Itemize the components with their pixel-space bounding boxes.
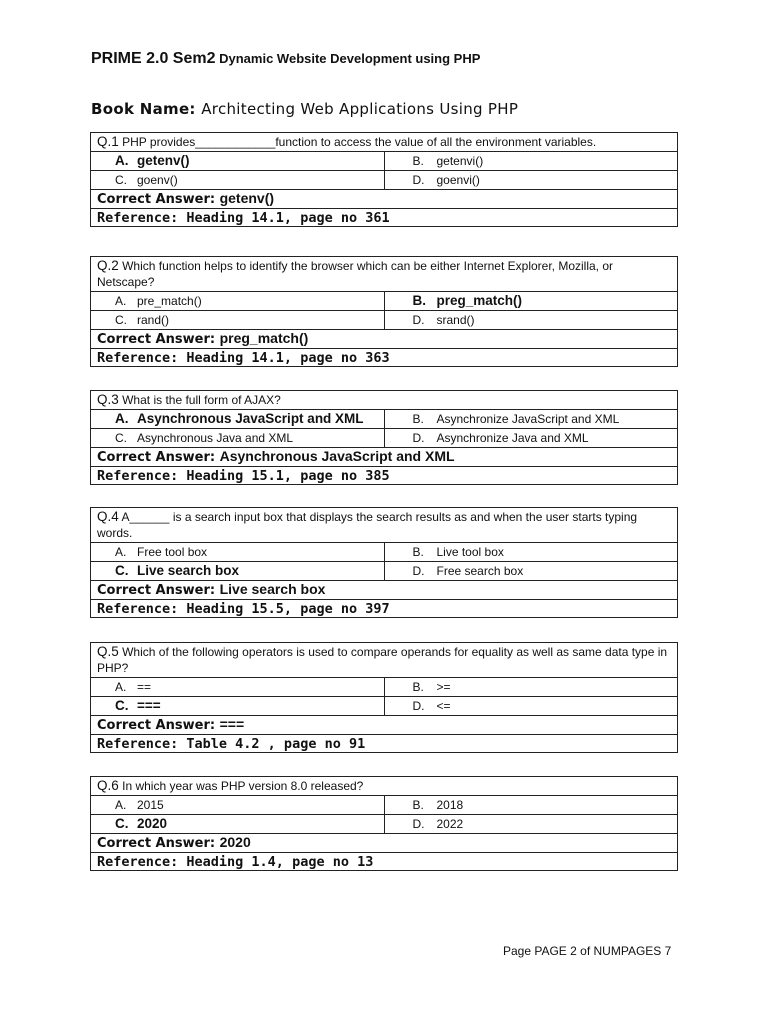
option-row	[91, 796, 678, 815]
option-letter: D.	[412, 564, 425, 578]
option-row	[91, 815, 678, 834]
option-letter: C.	[115, 698, 129, 713]
question-text: Which of the following operators is used to compare operands for equality as well as same data type in PHP?	[97, 645, 668, 675]
reference-text: Reference: Heading 15.1, page no 385	[97, 467, 390, 484]
answer-value: 2020	[219, 834, 251, 850]
option-letter: A.	[115, 545, 127, 559]
page-footer: Page PAGE 2 of NUMPAGES 7	[503, 944, 672, 958]
answer-value: preg_match()	[219, 330, 309, 346]
reference-text: Reference: Table 4.2 , page no 91	[97, 735, 366, 752]
question-row	[91, 508, 678, 543]
option-row	[91, 410, 678, 429]
option-text: Free tool box	[137, 545, 208, 559]
option-a	[91, 543, 385, 562]
book-name: Architecting Web Applications Using PHP	[201, 100, 519, 118]
option-row	[91, 429, 678, 448]
option-text: ==	[137, 680, 152, 694]
reference-row	[91, 600, 678, 618]
option-letter: B.	[412, 798, 424, 812]
question-text: PHP provides____________function to access the value of all the environment variables.	[122, 135, 597, 149]
question-text: A______ is a search input box that displays the search results as and when the user starts typing words.	[97, 510, 638, 540]
document-title	[91, 50, 480, 68]
option-row	[91, 292, 678, 311]
option-d	[384, 562, 678, 581]
option-row	[91, 697, 678, 716]
option-a	[91, 292, 385, 311]
option-row	[91, 562, 678, 581]
question-row	[91, 777, 678, 796]
option-c	[91, 429, 385, 448]
option-c	[91, 562, 385, 581]
answer-label: Correct Answer:	[97, 836, 216, 851]
option-text: Live tool box	[436, 545, 504, 559]
reference-row	[91, 349, 678, 367]
option-text: 2022	[436, 817, 464, 831]
answer-label: Correct Answer:	[97, 192, 216, 207]
option-letter: B.	[412, 545, 424, 559]
question-row	[91, 257, 678, 292]
option-a	[91, 796, 385, 815]
question-number: Q.3	[97, 392, 119, 407]
question-number: Q.2	[97, 258, 119, 273]
option-b	[384, 410, 678, 429]
answer-label: Correct Answer:	[97, 718, 216, 733]
option-c	[91, 311, 385, 330]
option-text: getenv()	[137, 153, 190, 168]
answer-row	[91, 716, 678, 735]
option-letter: D.	[412, 431, 425, 445]
question-row	[91, 391, 678, 410]
answer-value: ===	[219, 716, 245, 732]
reference-text: Reference: Heading 14.1, page no 361	[97, 209, 390, 226]
option-c	[91, 171, 385, 190]
option-text: Live search box	[137, 563, 240, 578]
option-text: 2020	[137, 816, 168, 831]
option-row	[91, 678, 678, 697]
answer-label: Correct Answer:	[97, 450, 216, 465]
option-letter: C.	[115, 816, 129, 831]
question-text: In which year was PHP version 8.0 released?	[122, 779, 364, 793]
option-text: Asynchronize JavaScript and XML	[436, 412, 620, 426]
question-table	[90, 390, 678, 485]
option-letter: A.	[115, 153, 129, 168]
option-d	[384, 311, 678, 330]
option-text: Asynchronize Java and XML	[436, 431, 589, 445]
title-rest: Dynamic Website Development using PHP	[219, 51, 481, 66]
answer-row	[91, 581, 678, 600]
option-letter: C.	[115, 173, 127, 187]
option-letter: A.	[115, 680, 127, 694]
option-d	[384, 429, 678, 448]
question-text: What is the full form of AJAX?	[122, 393, 281, 407]
option-letter: A.	[115, 294, 127, 308]
option-b	[384, 292, 678, 311]
option-text: ===	[137, 698, 161, 713]
option-text: <=	[436, 699, 451, 713]
title-main: PRIME 2.0 Sem2	[91, 50, 216, 67]
answer-row	[91, 834, 678, 853]
question-number: Q.6	[97, 778, 119, 793]
answer-row	[91, 190, 678, 209]
option-letter: B.	[412, 293, 426, 308]
option-c	[91, 697, 385, 716]
option-text: preg_match()	[436, 293, 523, 308]
question-text: Which function helps to identify the browser which can be either Internet Explorer, Mozilla, or Netscape?	[97, 259, 614, 289]
option-text: Asynchronous JavaScript and XML	[137, 411, 364, 426]
reference-row	[91, 853, 678, 871]
option-text: Asynchronous Java and XML	[137, 431, 294, 445]
reference-row	[91, 467, 678, 485]
reference-row	[91, 735, 678, 753]
option-b	[384, 678, 678, 697]
reference-text: Reference: Heading 1.4, page no 13	[97, 853, 374, 870]
option-text: goenv()	[137, 173, 178, 187]
option-a	[91, 678, 385, 697]
option-d	[384, 171, 678, 190]
reference-text: Reference: Heading 15.5, page no 397	[97, 600, 390, 617]
option-text: rand()	[137, 313, 170, 327]
option-text: srand()	[436, 313, 475, 327]
question-table	[90, 507, 678, 618]
option-letter: D.	[412, 173, 425, 187]
book-label: Book Name:	[91, 100, 196, 118]
option-letter: C.	[115, 563, 129, 578]
reference-text: Reference: Heading 14.1, page no 363	[97, 349, 390, 366]
option-row	[91, 543, 678, 562]
option-b	[384, 152, 678, 171]
question-table	[90, 642, 678, 753]
question-table	[90, 132, 678, 227]
option-letter: D.	[412, 817, 425, 831]
option-row	[91, 152, 678, 171]
answer-row	[91, 330, 678, 349]
option-letter: A.	[115, 798, 127, 812]
option-letter: C.	[115, 431, 127, 445]
option-text: 2018	[436, 798, 464, 812]
option-b	[384, 796, 678, 815]
option-row	[91, 311, 678, 330]
answer-label: Correct Answer:	[97, 583, 216, 598]
option-letter: D.	[412, 699, 425, 713]
question-row	[91, 643, 678, 678]
option-letter: B.	[412, 680, 424, 694]
question-table	[90, 256, 678, 367]
option-d	[384, 815, 678, 834]
question-number: Q.4	[97, 509, 119, 524]
option-d	[384, 697, 678, 716]
answer-row	[91, 448, 678, 467]
answer-value: getenv()	[219, 190, 275, 206]
option-a	[91, 410, 385, 429]
option-a	[91, 152, 385, 171]
option-text: 2015	[137, 798, 164, 812]
option-text: goenvi()	[436, 173, 480, 187]
option-letter: A.	[115, 411, 129, 426]
option-letter: B.	[412, 412, 424, 426]
reference-row	[91, 209, 678, 227]
question-row	[91, 133, 678, 152]
book-name-line	[91, 100, 518, 118]
question-number: Q.1	[97, 134, 119, 149]
option-letter: C.	[115, 313, 127, 327]
option-c	[91, 815, 385, 834]
option-b	[384, 543, 678, 562]
option-text: getenvi()	[436, 154, 484, 168]
answer-label: Correct Answer:	[97, 332, 216, 347]
option-text: pre_match()	[137, 294, 202, 308]
option-row	[91, 171, 678, 190]
question-table	[90, 776, 678, 871]
option-text: Free search box	[436, 564, 524, 578]
answer-value: Live search box	[219, 581, 326, 597]
question-number: Q.5	[97, 644, 119, 659]
answer-value: Asynchronous JavaScript and XML	[219, 448, 455, 464]
option-letter: B.	[412, 154, 424, 168]
option-letter: D.	[412, 313, 425, 327]
option-text: >=	[436, 680, 451, 694]
